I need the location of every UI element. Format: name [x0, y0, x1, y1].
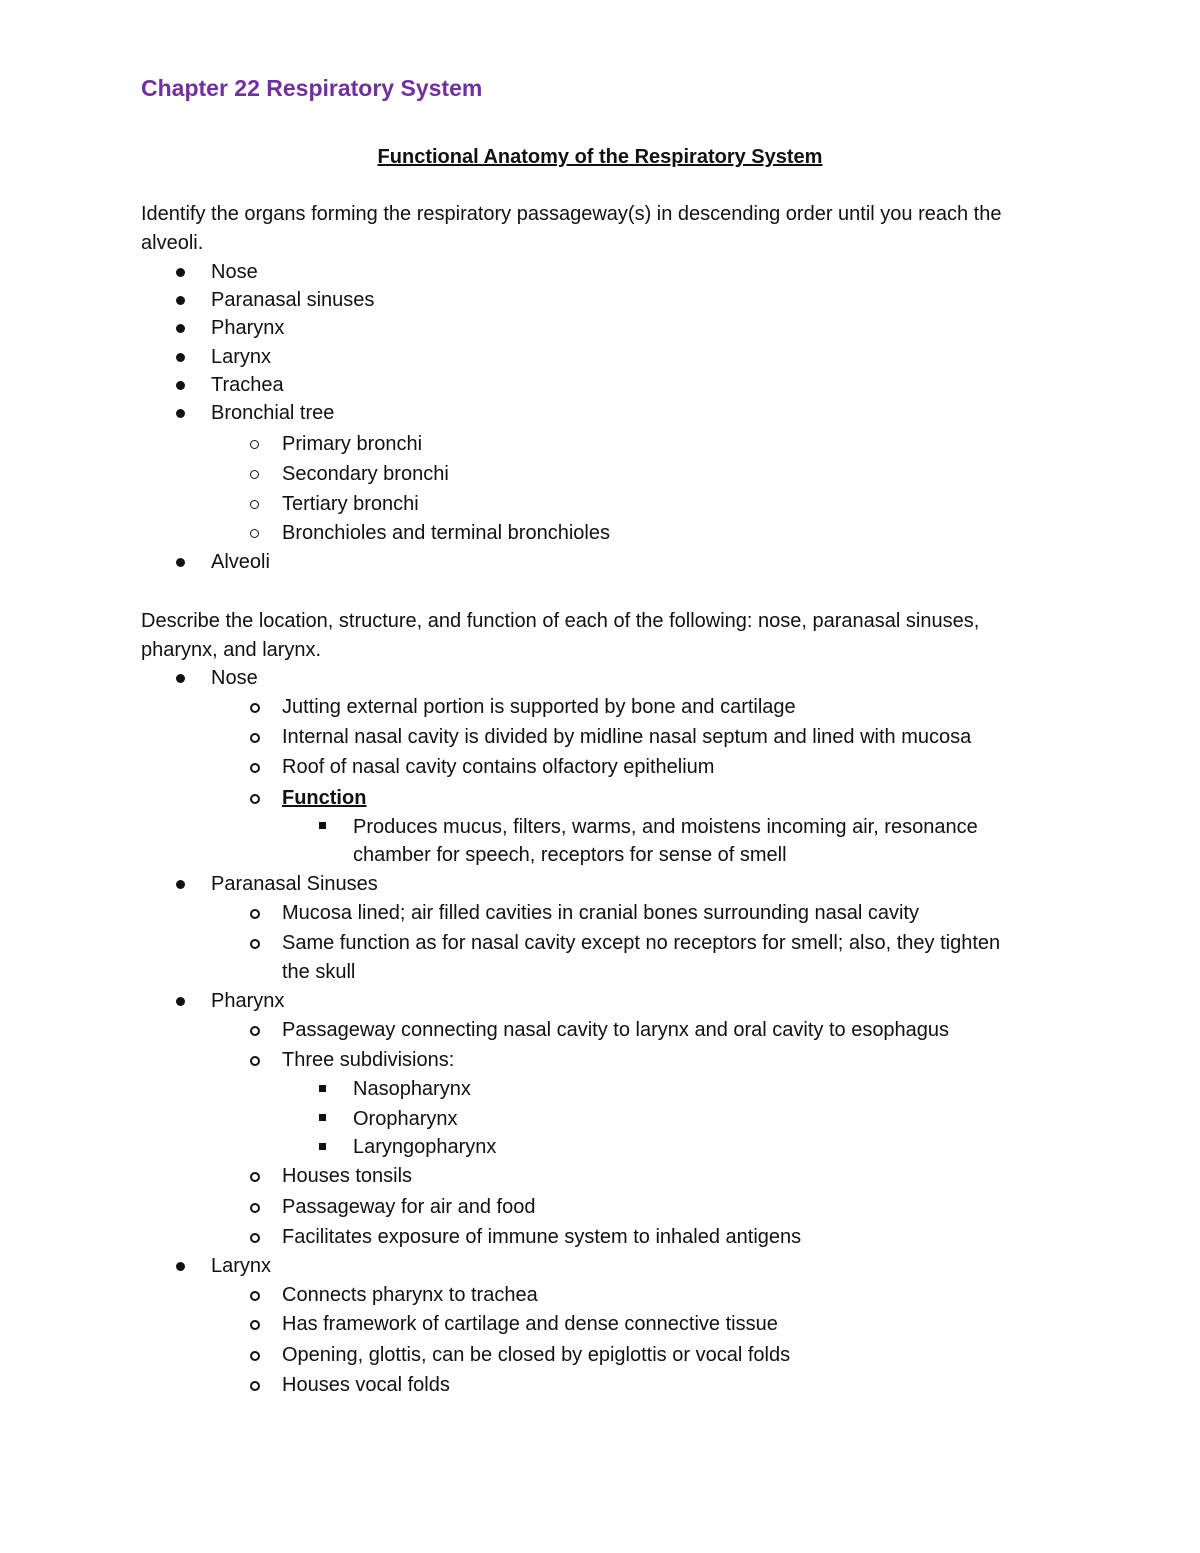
list-item-continuation: chamber for speech, receptors for sense of smell [353, 844, 787, 866]
list-item: Facilitates exposure of immune system to inhaled antigens [282, 1226, 802, 1248]
list-item: Trachea [211, 374, 284, 396]
list-item: Nasopharynx [353, 1078, 471, 1100]
list-item: Jutting external portion is supported by bone and cartilage [282, 696, 796, 718]
bullet-circle-icon [250, 440, 259, 449]
bullet-ring-icon [250, 1351, 260, 1361]
list-item: Same function as for nasal cavity except no receptors for smell; also, they tighten [282, 932, 1001, 954]
bullet-disc-icon [176, 353, 185, 362]
list-item: Oropharynx [353, 1108, 458, 1130]
list-item: Bronchial tree [211, 402, 335, 424]
list-item: Paranasal sinuses [211, 289, 375, 311]
bullet-ring-icon [250, 703, 260, 713]
list-item: Internal nasal cavity is divided by midline nasal septum and lined with mucosa [282, 726, 972, 748]
list-item: Primary bronchi [282, 433, 423, 455]
list-item: Pharynx [211, 317, 285, 339]
list-item: Produces mucus, filters, warms, and moistens incoming air, resonance [353, 816, 978, 838]
list-item: Connects pharynx to trachea [282, 1284, 538, 1306]
bullet-disc-icon [176, 997, 185, 1006]
question-1-prompt: Identify the organs forming the respiratory passageway(s) in descending order until you reach the alveoli. [141, 203, 1002, 254]
bullet-ring-icon [250, 1291, 260, 1301]
bullet-ring-icon [250, 794, 260, 804]
bullet-disc-icon [176, 409, 185, 418]
list-item: Passageway for air and food [282, 1196, 536, 1218]
bullet-circle-icon [250, 470, 259, 479]
bullet-disc-icon [176, 674, 185, 683]
list-item: Houses tonsils [282, 1165, 413, 1187]
bullet-ring-icon [250, 1381, 260, 1391]
bullet-disc-icon [176, 558, 185, 567]
list-item: Alveoli [211, 551, 270, 573]
list-item: Mucosa lined; air filled cavities in cranial bones surrounding nasal cavity [282, 902, 919, 924]
bullet-ring-icon [250, 1203, 260, 1213]
bullet-circle-icon [250, 529, 259, 538]
list-item: Roof of nasal cavity contains olfactory epithelium [282, 756, 715, 778]
larynx-label: Larynx [211, 1255, 272, 1277]
nose-label: Nose [211, 667, 258, 689]
list-item-continuation: the skull [282, 961, 356, 983]
chapter-title: Chapter 22 Respiratory System [141, 75, 483, 101]
bullet-ring-icon [250, 1172, 260, 1182]
bullet-circle-icon [250, 500, 259, 509]
bullet-square-icon [319, 1143, 326, 1150]
list-item: Houses vocal folds [282, 1374, 450, 1396]
bullet-disc-icon [176, 880, 185, 889]
bullet-square-icon [319, 1085, 326, 1092]
bullet-disc-icon [176, 268, 185, 277]
list-item: Nose [211, 261, 258, 283]
list-item: Opening, glottis, can be closed by epiglottis or vocal folds [282, 1344, 791, 1366]
bullet-square-icon [319, 822, 326, 829]
bullet-ring-icon [250, 1026, 260, 1036]
bullet-disc-icon [176, 1262, 185, 1271]
bullet-ring-icon [250, 1320, 260, 1330]
section-heading: Functional Anatomy of the Respiratory System [377, 146, 823, 168]
pharynx-label: Pharynx [211, 990, 285, 1012]
bullet-ring-icon [250, 1056, 260, 1066]
bullet-disc-icon [176, 296, 185, 305]
list-item: Has framework of cartilage and dense connective tissue [282, 1313, 778, 1335]
list-item: Tertiary bronchi [282, 493, 419, 515]
bullet-ring-icon [250, 733, 260, 743]
bullet-disc-icon [176, 324, 185, 333]
list-item: Secondary bronchi [282, 463, 449, 485]
list-item: Bronchioles and terminal bronchioles [282, 522, 610, 544]
function-label: Function [282, 787, 367, 809]
list-item: Laryngopharynx [353, 1136, 497, 1158]
list-item: Three subdivisions: [282, 1049, 455, 1071]
bullet-disc-icon [176, 381, 185, 390]
list-item: Passageway connecting nasal cavity to larynx and oral cavity to esophagus [282, 1019, 950, 1041]
bullet-ring-icon [250, 939, 260, 949]
sinuses-label: Paranasal Sinuses [211, 873, 378, 895]
list-item: Larynx [211, 346, 272, 368]
bullet-square-icon [319, 1114, 326, 1121]
bullet-ring-icon [250, 763, 260, 773]
bullet-ring-icon [250, 909, 260, 919]
question-2-prompt: Describe the location, structure, and function of each of the following: nose, paranasal sinuses, pharynx, and larynx. [141, 610, 980, 661]
bullet-ring-icon [250, 1233, 260, 1243]
